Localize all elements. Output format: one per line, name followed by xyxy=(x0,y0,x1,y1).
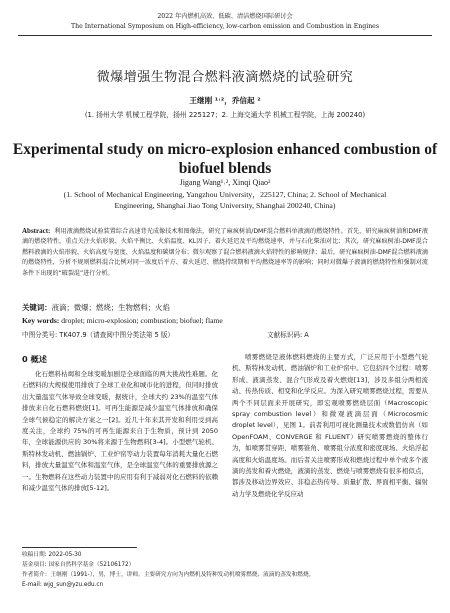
body-right-column: 喷雾燃烧是液体燃料燃烧的主要方式，广泛应用于小型燃气轮机、斯特林发动机、燃油锅炉和工业炉窑中。它包括四个过程：喷雾形成、液滴蒸发、混合气形成及着火燃烧[13]，涉及多组分两相流动、传热传质、相变和化学反应。为深入研究喷雾燃烧过程，需要从两个不同层面来开展研究，即宏观喷雾燃烧层面（Macroscopic spray combustion level）和微观液滴层面（Microcosmic droplet level），见图 1。前者利用可视化测量技术或数值仿真（如 OpenFOAM、CONVERGE 和 FLUENT）研究喷雾燃烧的整体行为，如喷雾贯穿距、喷雾锥角、喷雾组分浓度和密度现场、火焰浮起高度和火焰温度场。而后者关注喷雾形成和燃烧过程中单个或多个液滴的蒸发和着火燃烧，液滴的蒸发、燃烧与喷雾燃烧有很多相似点，都涉及移动边界效应、非稳态热传导、质量扩散、界面相平衡、辐射动力学及燃烧化学反应动 xyxy=(232,353,428,498)
abstract xyxy=(22,226,428,279)
conference-header-en: The International Symposium on High-efficiency, low-carbon emission and Combustion in Engines xyxy=(70,23,380,30)
keywords-cn xyxy=(22,302,170,313)
body-left-column: 化石燃料枯竭和全球变暖加剧是全球面临的两大挑战性难题。化石燃料的大规模使用排放了全球工业化和城市化的进程，但同时排放出大量温室气体导致全球变暖，据统计，全球大约 23%的温室气体排放来自化石燃料燃烧[1]。可再生能源是减少温室气体排放和确保全球气候稳定的解决方案之一[2]。近几十年来其开发和利用受到高度关注，全球约 75%的可再生能源来自于生物质，预计到 2050 年，全球能源供应的 30%将来源于生物燃料[3-4]。小型燃气轮机、斯特林发动机、燃油锅炉、工业炉窑等动力装置每年消耗大量化石燃料，排放大量温室气体和温室气体，是全球温室气体的重要排放源之一。生物燃料在这些动力装置中的应用有利于减弱对化石燃料的依赖和减少温室气体的排放[5-12]。 xyxy=(22,370,218,493)
title-cn: 微爆增强生物混合燃料液滴燃烧的试验研究 xyxy=(96,70,354,85)
keywords-en xyxy=(22,316,223,325)
classification-line xyxy=(22,329,422,339)
keywords-cn-label: 关键词： xyxy=(22,303,52,312)
footnote-email: E-mail: wjg_sun@yzu.edu.cn xyxy=(22,582,104,588)
authors-en: Jigang Wang¹˒², Xinqi Qiao² xyxy=(179,178,271,187)
abstract-label: Abstract: xyxy=(22,227,51,235)
header-rule xyxy=(18,35,432,36)
keywords-cn-text: 液滴；微爆；燃烧；生物燃料；火焰 xyxy=(51,303,170,312)
clc-number: 中图分类号: TK407.9（请查阅中图分类法第 5 版） xyxy=(22,331,175,339)
footnote-author: 作者简介：王继刚（1991-），男，博士，讲师。主要研究方向为内燃机及特种发动机喷雾燃烧、液滴的蒸发和燃烧。 xyxy=(22,572,315,578)
keywords-en-label: Key words: xyxy=(22,316,60,325)
footnote-received: 收稿日期: 2022-05-30 xyxy=(22,552,82,558)
affiliation-cn: (1. 扬州大学 机械工程学院，扬州 225127；2. 上海交通大学 机械工程学院，上海 200240) xyxy=(84,111,366,119)
footnote-rule xyxy=(22,547,137,548)
footnote-funding: 基金项目: 国家自然科学基金（52106172） xyxy=(22,562,135,568)
abstract-text: 利用液滴燃烧试验装置综合高速背光成像技术和图像法，研究了麻疯树油/DMF混合燃料单液滴的燃烧特性。首先，研究麻疯树油和DMF液滴的燃烧特性，重点关注火焰形貌、火焰平衡比、火焰温度、KL因子、着火延迟及平均燃烧速率，并与石化柴油对比；其次，研究麻疯树油-DMF混合燃料液滴的火焰形貌、火焰高度与宽度、火焰温度和碳烟分布；微尔观察了混合燃料液滴火焰特性的影响规律；最后，研究麻疯树油-DMF混合燃料液滴的燃烧特性，分析不规则燃料混合比例对同一浓度后平方、着火延迟、燃烧持续期和平均燃烧速率等的影响；同时对微爆子液滴的燃烧特性和强制对流条件下出现的“破裂混”进行分析。 xyxy=(22,228,428,277)
conference-header-cn: 2022 年内燃机高效、低碳、清洁燃烧国际研讨会 xyxy=(157,13,293,20)
keywords-en-text: droplet; micro-explosion; combustion; biofuel; flame xyxy=(61,316,223,325)
section-heading: 0 概述 xyxy=(22,354,47,364)
affiliation-en: (1. School of Mechanical Engineering, Yangzhou University，225127, China; 2. School of Mechanical Engineering, Shanghai Jiao Tong University, Shanghai 200240, China) xyxy=(63,190,387,210)
authors-cn: 王继刚 ¹˒²，乔信起 ² xyxy=(189,96,261,105)
title-en: Experimental study on micro-explosion enhanced combustion of biofuel blends xyxy=(12,141,438,177)
document-code: 文献标识码: A xyxy=(267,331,309,339)
